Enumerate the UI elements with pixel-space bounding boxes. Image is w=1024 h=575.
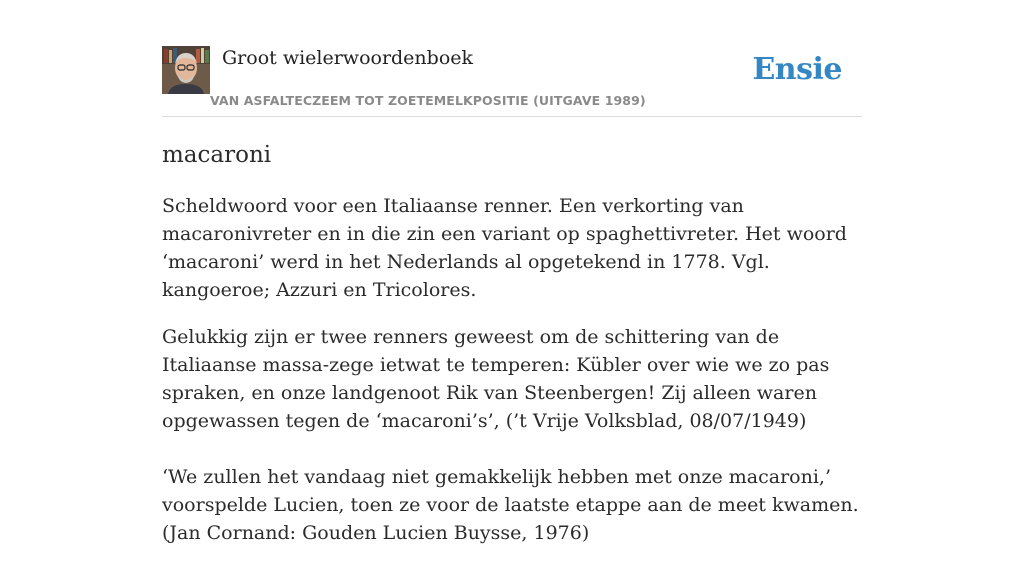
author-avatar[interactable]: [162, 46, 210, 94]
dictionary-header: [162, 46, 862, 117]
entry-definition: Scheldwoord voor een Italiaanse renner. Een verkorting van macaronivreter en in die zin een variant op spaghettivreter. Het woord ‘macaroni’ werd in het Nederlands al opgetekend in 1778. Vgl. kangoeroe; Azzuri en Tricolores.: [162, 195, 847, 301]
entry-quote: ‘We zullen het vandaag niet gemakkelijk hebben met onze macaroni,’ voorspelde Lucien, toen ze voor de laatste etappe aan de meet kwamen. (Jan Cornand: Gouden Lucien Buysse, 1976): [162, 466, 859, 544]
entry-headword: macaroni: [162, 142, 272, 168]
book-title[interactable]: Groot wielerwoordenboek: [222, 47, 474, 69]
book-subtitle: VAN ASFALTECZEEM TOT ZOETEMELKPOSITIE (UITGAVE 1989): [210, 93, 646, 108]
author-photo: [162, 46, 210, 94]
ensie-logo[interactable]: Ensie: [752, 52, 842, 87]
entry-content: [162, 192, 867, 575]
entry-quote: Gelukkig zijn er twee renners geweest om de schittering van de Italiaanse massa-zege ietwat te temperen: Kübler over wie we zo pas spraken, en onze landgenoot Rik van Steenbergen! Zij alleen waren opgewassen tegen de ‘macaroni’s’, (’t Vrije Volksblad, 08/07/1949): [162, 326, 830, 432]
